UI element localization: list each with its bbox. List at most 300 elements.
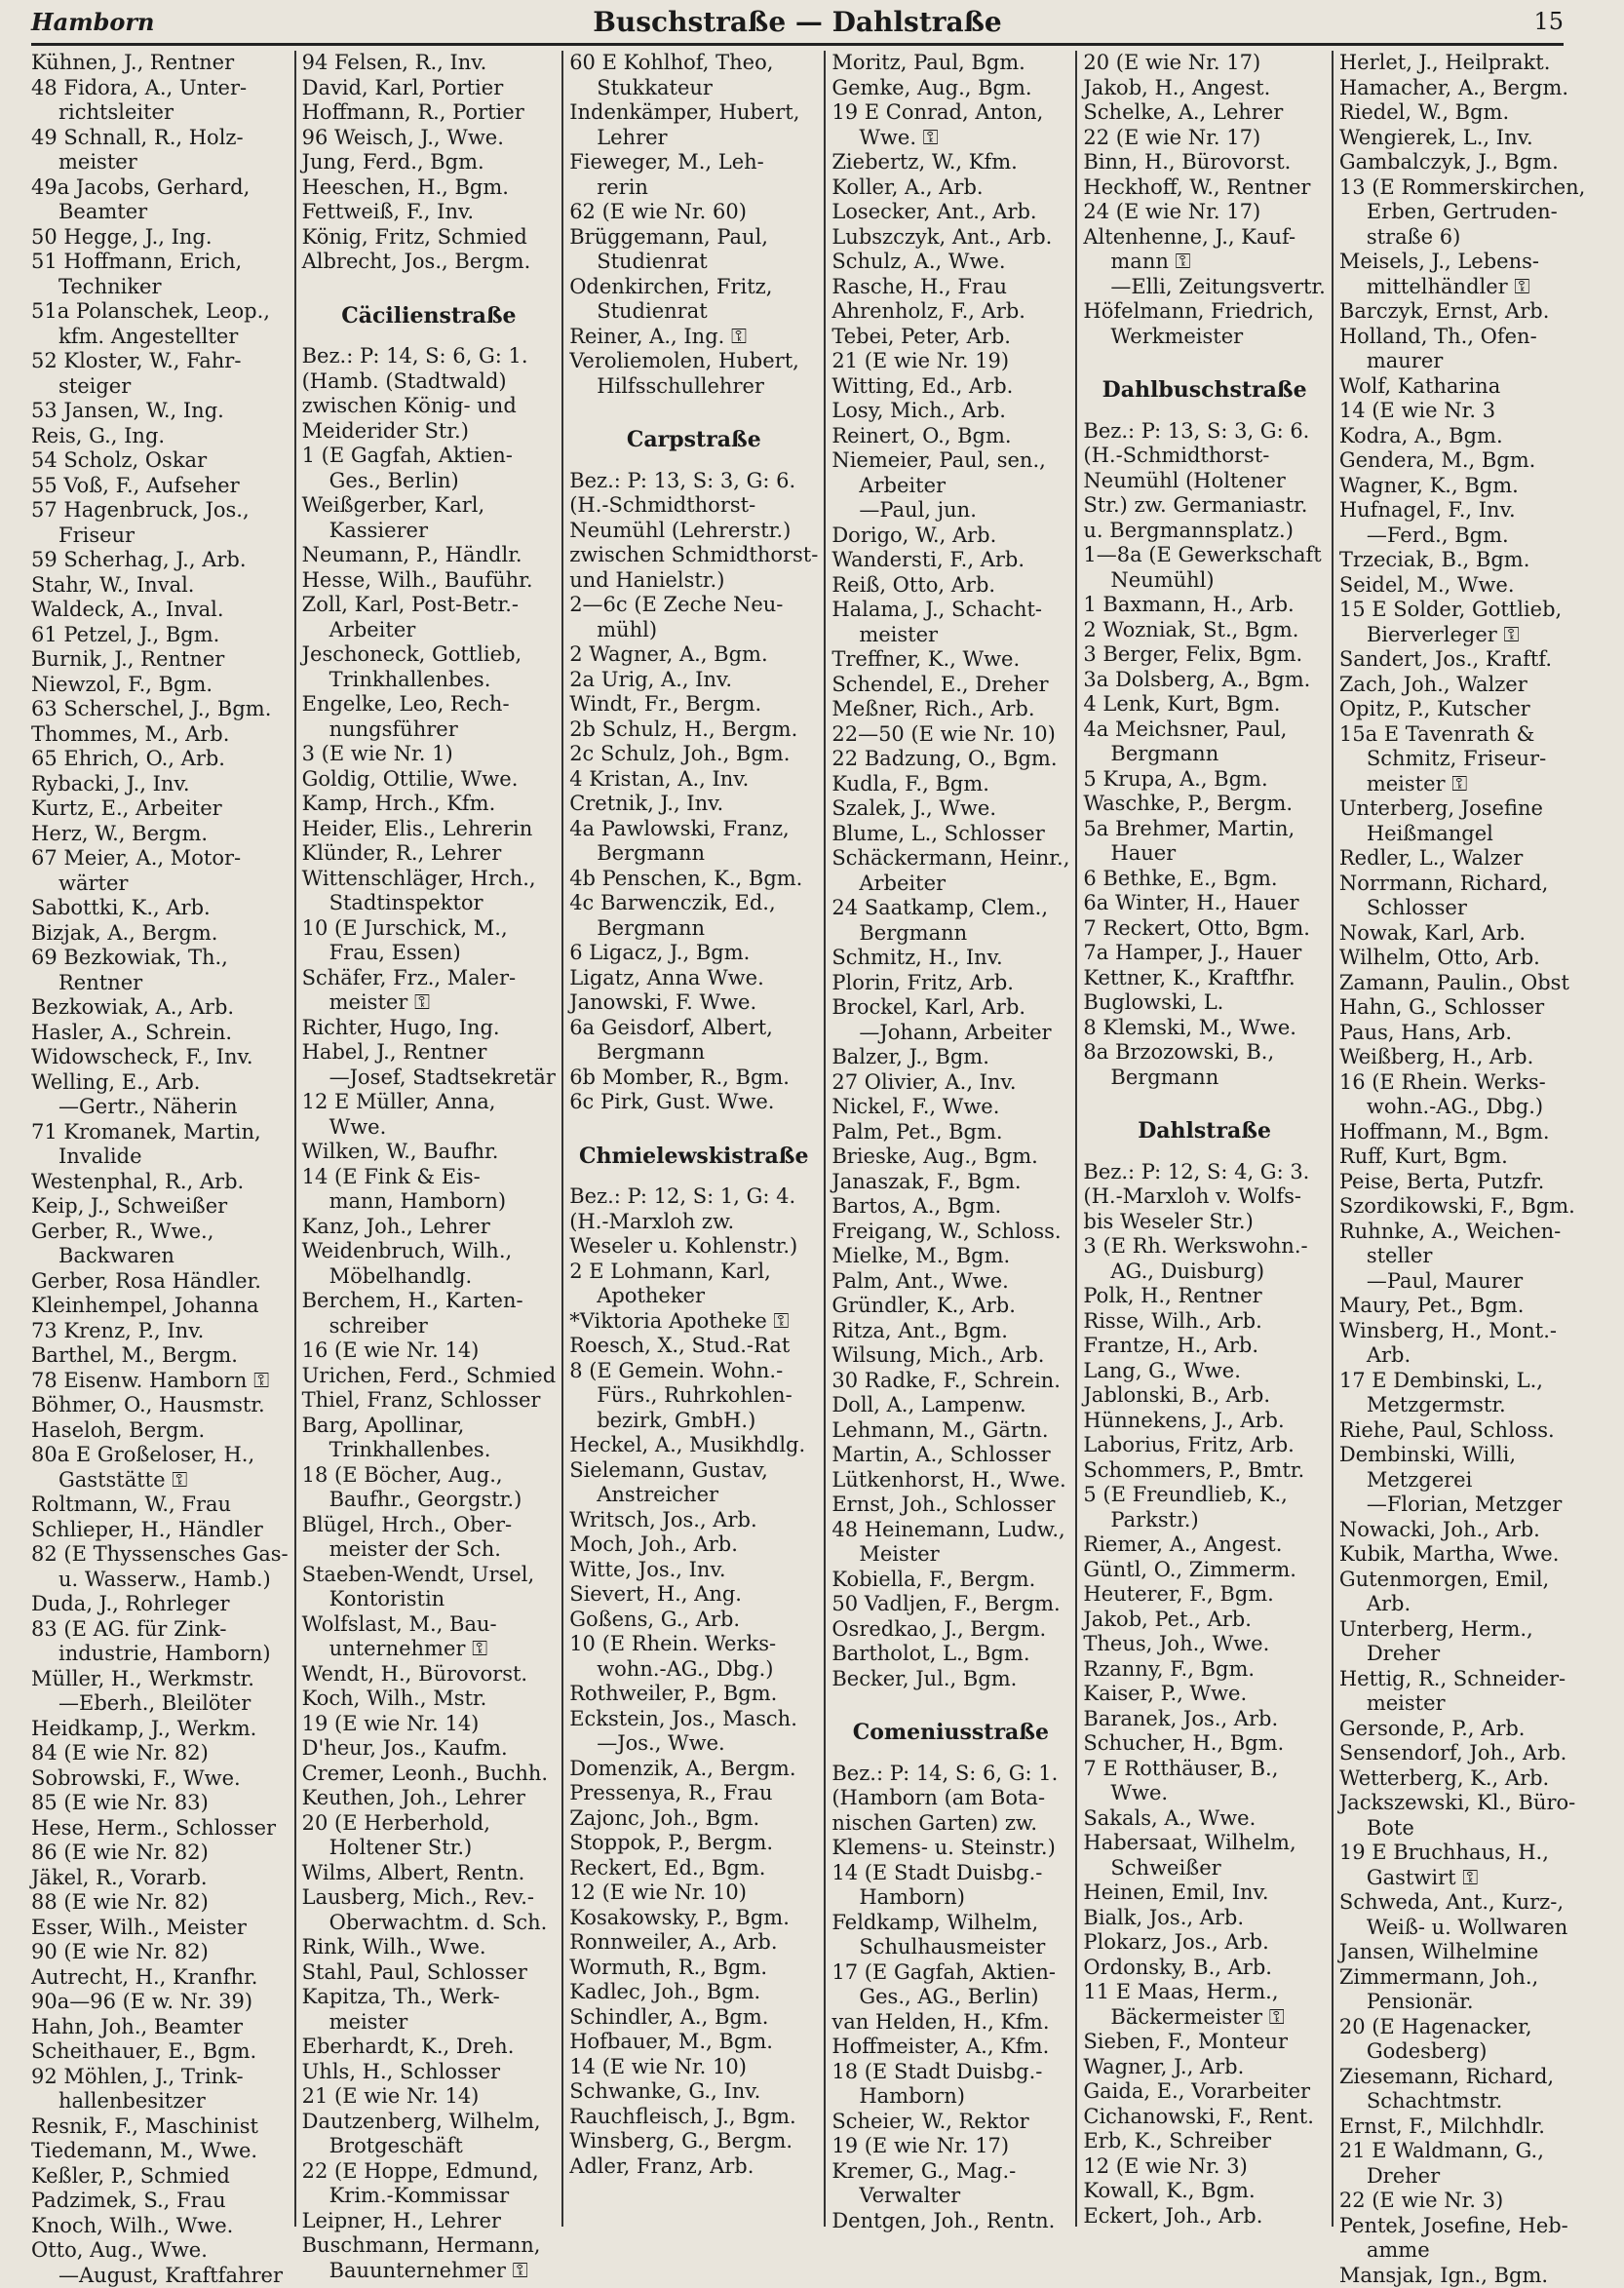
directory-entry: Altenhenne, J., Kauf- xyxy=(1083,225,1325,251)
directory-entry: Schachtmstr. xyxy=(1339,2089,1586,2114)
directory-entry: Sievert, H., Ang. xyxy=(569,1582,818,1608)
directory-entry: Tebei, Peter, Arb. xyxy=(831,325,1069,350)
directory-entry: Hilfsschullehrer xyxy=(569,374,818,400)
directory-entry: Heidkamp, J., Werkm. xyxy=(31,1717,289,1742)
directory-entry: Bez.: P: 14, S: 6, G: 1. xyxy=(302,344,557,369)
directory-entry: Cremer, Leonh., Buchh. xyxy=(302,1762,557,1787)
directory-entry: 14 (E Fink & Eis- xyxy=(302,1165,557,1190)
directory-entry: 52 Kloster, W., Fahr- xyxy=(31,349,289,374)
directory-entry: 4a Pawlowski, Franz, xyxy=(569,817,818,842)
directory-entry: 10 (E Rhein. Werks- xyxy=(569,1632,818,1657)
directory-entry: Heißmangel xyxy=(1339,822,1586,847)
directory-entry: 3 Berger, Felix, Bgm. xyxy=(1083,642,1325,668)
directory-entry: Goßens, G., Arb. xyxy=(569,1608,818,1633)
directory-entry: Eberhardt, K., Dreh. xyxy=(302,2035,557,2060)
directory-entry: u. Bergmannsplatz.) xyxy=(1083,519,1325,544)
directory-entry: 6 Ligacz, J., Bgm. xyxy=(569,941,818,966)
directory-entry: Jablonski, B., Arb. xyxy=(1083,1383,1325,1409)
directory-entry: 54 Scholz, Oskar xyxy=(31,448,289,474)
directory-entry: Neumann, P., Händlr. xyxy=(302,543,557,568)
directory-entry: Paus, Hans, Arb. xyxy=(1339,1021,1586,1046)
directory-entry: Wendt, H., Bürovorst. xyxy=(302,1662,557,1687)
directory-entry: Lausberg, Mich., Rev.- xyxy=(302,1885,557,1911)
directory-entry: Padzimek, S., Frau xyxy=(31,2189,289,2214)
directory-entry: Kontoristin xyxy=(302,1587,557,1612)
directory-entry: 53 Jansen, W., Ing. xyxy=(31,399,289,424)
directory-entry: Rauchfleisch, J., Bgm. xyxy=(569,2105,818,2130)
directory-entry: Trinkhallenbes. xyxy=(302,668,557,693)
directory-entry: Indenkämper, Hubert, xyxy=(569,100,818,126)
directory-entry: Domenzik, A., Bergm. xyxy=(569,1757,818,1782)
directory-entry: Heeschen, H., Bgm. xyxy=(302,175,557,201)
directory-entry: Esser, Wilh., Meister xyxy=(31,1916,289,1941)
directory-entry: Riehe, Paul, Schloss. xyxy=(1339,1418,1586,1444)
directory-entry: Barczyk, Ernst, Arb. xyxy=(1339,299,1586,325)
directory-entry: Polk, H., Rentner xyxy=(1083,1284,1325,1309)
directory-entry: Holland, Th., Ofen- xyxy=(1339,325,1586,350)
directory-entry: (H.-Marxloh v. Wolfs- xyxy=(1083,1184,1325,1210)
directory-entry: 19 E Conrad, Anton, xyxy=(831,100,1069,126)
directory-entry: 82 (E Thyssensches Gas- xyxy=(31,1542,289,1568)
directory-entry: Maury, Pet., Bgm. xyxy=(1339,1294,1586,1319)
directory-entry: und Hanielstr.) xyxy=(569,568,818,594)
directory-entry: Sandert, Jos., Kraftf. xyxy=(1339,647,1586,673)
directory-entry: —Florian, Metzger xyxy=(1339,1493,1586,1518)
directory-entry: Heuterer, F., Bgm. xyxy=(1083,1582,1325,1608)
directory-entry: 8a Brzozowski, B., xyxy=(1083,1040,1325,1066)
directory-entry: unternehmer ⚿ xyxy=(302,1637,557,1662)
page-header xyxy=(31,4,1564,46)
directory-entry: Kleinhempel, Johanna xyxy=(31,1294,289,1319)
directory-entry: Haseloh, Bergm. xyxy=(31,1418,289,1444)
directory-entry: 90a—96 (E w. Nr. 39) xyxy=(31,1990,289,2015)
directory-entry: Sakals, A., Wwe. xyxy=(1083,1806,1325,1832)
directory-entry: Pentek, Josefine, Heb- xyxy=(1339,2214,1586,2239)
directory-entry: Hamborn) xyxy=(831,2084,1069,2110)
directory-entry: Resnik, F., Maschinist xyxy=(31,2114,289,2140)
directory-entry: richtsleiter xyxy=(31,100,289,126)
directory-entry: Rentner xyxy=(31,971,289,996)
directory-entry: Schwanke, G., Inv. xyxy=(569,2079,818,2105)
directory-entry: meister ⚿ xyxy=(1339,772,1586,797)
directory-entry: Reiß, Otto, Arb. xyxy=(831,573,1069,599)
directory-columns xyxy=(31,51,1564,2227)
directory-entry: Zach, Joh., Walzer xyxy=(1339,673,1586,698)
directory-entry: Oberwachtm. d. Sch. xyxy=(302,1911,557,1936)
directory-entry: u. Wasserw., Hamb.) xyxy=(31,1568,289,1593)
directory-entry: Dorigo, W., Arb. xyxy=(831,524,1069,549)
directory-entry: 20 (E Hagenacker, xyxy=(1339,2015,1586,2040)
directory-entry: 19 E Bruchhaus, H., xyxy=(1339,1841,1586,1866)
directory-entry: Berchem, H., Karten- xyxy=(302,1289,557,1314)
directory-entry: Brieske, Aug., Bgm. xyxy=(831,1144,1069,1170)
directory-entry: 12 E Müller, Anna, xyxy=(302,1090,557,1115)
directory-entry: kfm. Angestellter xyxy=(31,325,289,350)
directory-entry: 20 (E Herberhold, xyxy=(302,1811,557,1837)
page-number: 15 xyxy=(1533,8,1564,35)
directory-entry: 13 (E Rommerskirchen, xyxy=(1339,175,1586,201)
directory-entry: Freigang, W., Schloss. xyxy=(831,1220,1069,1245)
directory-entry: Eckert, Joh., Arb. xyxy=(1083,2204,1325,2230)
directory-entry: Nickel, F., Wwe. xyxy=(831,1095,1069,1120)
directory-entry: D'heur, Jos., Kaufm. xyxy=(302,1736,557,1762)
directory-entry: Wagner, K., Bgm. xyxy=(1339,474,1586,499)
directory-entry: Buglowski, L. xyxy=(1083,990,1325,1016)
directory-entry: Widowscheck, F., Inv. xyxy=(31,1045,289,1070)
directory-entry: Witte, Jos., Inv. xyxy=(569,1558,818,1583)
directory-entry: 61 Petzel, J., Bgm. xyxy=(31,623,289,648)
directory-entry: Rzanny, F., Bgm. xyxy=(1083,1657,1325,1683)
directory-entry: Roesch, X., Stud.-Rat xyxy=(569,1334,818,1359)
directory-entry: Niemeier, Paul, sen., xyxy=(831,448,1069,474)
directory-entry: schreiber xyxy=(302,1314,557,1339)
directory-entry: 16 (E wie Nr. 14) xyxy=(302,1338,557,1364)
directory-entry: Schindler, A., Bgm. xyxy=(569,2005,818,2031)
directory-entry: 22 (E wie Nr. 3) xyxy=(1339,2189,1586,2214)
directory-entry: 7 Reckert, Otto, Bgm. xyxy=(1083,916,1325,942)
directory-entry: meister xyxy=(302,2010,557,2036)
directory-entry: Losy, Mich., Arb. xyxy=(831,399,1069,424)
directory-entry: Lütkenhorst, H., Wwe. xyxy=(831,1468,1069,1493)
directory-entry: Bez.: P: 12, S: 4, G: 3. xyxy=(1083,1160,1325,1185)
directory-entry: Hamacher, A., Bergm. xyxy=(1339,76,1586,101)
directory-entry: Gersonde, P., Arb. xyxy=(1339,1717,1586,1742)
directory-entry: Blügel, Hrch., Ober- xyxy=(302,1513,557,1538)
directory-entry: 19 (E wie Nr. 14) xyxy=(302,1712,557,1737)
directory-entry: (H.-Schmidthorst- xyxy=(1083,444,1325,469)
directory-entry: 15a E Tavenrath & xyxy=(1339,722,1586,748)
directory-entry: mittelhändler ⚿ xyxy=(1339,275,1586,300)
directory-entry: Feldkamp, Wilhelm, xyxy=(831,1911,1069,1936)
directory-entry: —Josef, Stadtsekretär xyxy=(302,1066,557,1091)
directory-entry: Ronnweiler, A., Arb. xyxy=(569,1930,818,1956)
directory-entry: 8 Klemski, M., Wwe. xyxy=(1083,1016,1325,1041)
directory-entry: Fettweiß, F., Inv. xyxy=(302,200,557,225)
directory-entry: Theus, Joh., Wwe. xyxy=(1083,1632,1325,1657)
directory-entry: Gerber, Rosa Händler. xyxy=(31,1269,289,1295)
directory-entry: Beamter xyxy=(31,200,289,225)
directory-entry: Trzeciak, B., Bgm. xyxy=(1339,548,1586,573)
directory-entry: mühl) xyxy=(569,618,818,643)
directory-entry: Kamp, Hrch., Kfm. xyxy=(302,792,557,817)
directory-entry: 86 (E wie Nr. 82) xyxy=(31,1841,289,1866)
directory-entry: Dreher xyxy=(1339,2164,1586,2190)
directory-entry: mann ⚿ xyxy=(1083,250,1325,275)
directory-entry: Bialk, Jos., Arb. xyxy=(1083,1906,1325,1931)
directory-entry: Brotgeschäft xyxy=(302,2134,557,2159)
directory-entry: Sielemann, Gustav, xyxy=(569,1458,818,1484)
directory-entry: 22—50 (E wie Nr. 10) xyxy=(831,722,1069,748)
directory-entry: Zamann, Paulin., Obst xyxy=(1339,971,1586,996)
directory-entry: Hamborn) xyxy=(831,1885,1069,1911)
directory-entry: 22 (E Hoppe, Edmund, xyxy=(302,2159,557,2185)
directory-entry: 71 Kromanek, Martin, xyxy=(31,1120,289,1145)
directory-entry: Schelke, A., Lehrer xyxy=(1083,100,1325,126)
directory-entry: 4 Kristan, A., Inv. xyxy=(569,767,818,793)
directory-entry: Bergmann xyxy=(831,921,1069,947)
directory-entry: Norrmann, Richard, xyxy=(1339,872,1586,897)
directory-entry: 2b Schulz, H., Bergm. xyxy=(569,717,818,743)
directory-entry: Dautzenberg, Wilhelm, xyxy=(302,2110,557,2135)
directory-entry: Herlet, J., Heilprakt. xyxy=(1339,51,1586,76)
directory-entry: Doll, A., Lampenw. xyxy=(831,1393,1069,1418)
directory-entry: Jeschoneck, Gottlieb, xyxy=(302,642,557,668)
directory-entry: Eckstein, Jos., Masch. xyxy=(569,1707,818,1732)
directory-entry: Wandersti, F., Arb. xyxy=(831,548,1069,573)
directory-entry: Bez.: P: 13, S: 3, G: 6. xyxy=(569,469,818,494)
directory-entry: wohn.-AG., Dbg.) xyxy=(1339,1095,1586,1120)
directory-entry: 22 Badzung, O., Bgm. xyxy=(831,747,1069,772)
directory-entry: Ges., AG., Berlin) xyxy=(831,1985,1069,2010)
directory-entry: Opitz, P., Kutscher xyxy=(1339,697,1586,722)
directory-entry: steiger xyxy=(31,374,289,400)
directory-entry: —Paul, Maurer xyxy=(1339,1269,1586,1295)
directory-entry: Güntl, O., Zimmerm. xyxy=(1083,1558,1325,1583)
directory-entry: Richter, Hugo, Ing. xyxy=(302,1016,557,1041)
directory-entry: 4a Meichsner, Paul, xyxy=(1083,717,1325,743)
directory-entry: Buschmann, Hermann, xyxy=(302,2233,557,2259)
directory-entry: —August, Kraftfahrer xyxy=(31,2264,289,2288)
directory-entry: 7 E Rotthäuser, B., xyxy=(1083,1757,1325,1782)
directory-entry: Böhmer, O., Hausmstr. xyxy=(31,1393,289,1418)
directory-entry: Schlieper, H., Händler xyxy=(31,1518,289,1543)
column-1 xyxy=(31,51,294,2227)
directory-entry: Thommes, M., Arb. xyxy=(31,722,289,748)
directory-entry: 88 (E wie Nr. 82) xyxy=(31,1890,289,1916)
directory-entry: Schweißer xyxy=(1083,1856,1325,1881)
directory-entry: Dentgen, Joh., Rentn. xyxy=(831,2209,1069,2234)
directory-entry: Arbeiter xyxy=(831,474,1069,499)
directory-entry: wohn.-AG., Dbg.) xyxy=(569,1657,818,1683)
directory-entry: Windt, Fr., Bergm. xyxy=(569,692,818,717)
directory-entry: Verwalter xyxy=(831,2184,1069,2209)
directory-entry: Heider, Elis., Lehrerin xyxy=(302,817,557,842)
directory-entry: Keip, J., Schweißer xyxy=(31,1194,289,1220)
directory-entry: nungsführer xyxy=(302,717,557,743)
directory-entry: Palm, Ant., Wwe. xyxy=(831,1269,1069,1295)
directory-entry: Ligatz, Anna Wwe. xyxy=(569,966,818,991)
directory-entry: Nowak, Karl, Arb. xyxy=(1339,921,1586,947)
directory-entry: Bierverleger ⚿ xyxy=(1339,623,1586,648)
directory-entry: Brockel, Karl, Arb. xyxy=(831,995,1069,1021)
directory-entry: Leipner, H., Lehrer xyxy=(302,2209,557,2234)
directory-entry: Ahrenholz, F., Arb. xyxy=(831,299,1069,325)
directory-entry: meister xyxy=(31,150,289,175)
directory-entry: Arb. xyxy=(1339,1343,1586,1369)
directory-entry: Zoll, Karl, Post-Betr.- xyxy=(302,593,557,618)
directory-entry: 1 (E Gagfah, Aktien- xyxy=(302,444,557,469)
directory-entry: Bez.: P: 12, S: 1, G: 4. xyxy=(569,1184,818,1210)
directory-entry: 3a Dolsberg, A., Bgm. xyxy=(1083,668,1325,693)
directory-entry: Hoffmeister, A., Kfm. xyxy=(831,2035,1069,2060)
directory-entry: Losecker, Ant., Arb. xyxy=(831,200,1069,225)
directory-entry: Schulhausmeister xyxy=(831,1935,1069,1960)
directory-entry: industrie, Hamborn) xyxy=(31,1642,289,1667)
directory-entry: —Gertr., Näherin xyxy=(31,1095,289,1120)
directory-entry: Baufhr., Georgstr.) xyxy=(302,1488,557,1513)
directory-entry: (H.-Marxloh zw. xyxy=(569,1210,818,1235)
directory-entry: Kremer, G., Mag.- xyxy=(831,2159,1069,2185)
directory-entry: 20 (E wie Nr. 17) xyxy=(1083,51,1325,76)
directory-entry: Jung, Ferd., Bgm. xyxy=(302,150,557,175)
directory-entry: Arb. xyxy=(1339,1592,1586,1617)
directory-entry: Techniker xyxy=(31,275,289,300)
directory-entry: Lang, G., Wwe. xyxy=(1083,1359,1325,1384)
directory-entry: Kowall, K., Bgm. xyxy=(1083,2179,1325,2204)
directory-entry: Knoch, Wilh., Wwe. xyxy=(31,2214,289,2239)
directory-entry: —Eberh., Bleilöter xyxy=(31,1691,289,1717)
directory-entry: 6a Winter, H., Hauer xyxy=(1083,891,1325,916)
directory-entry: Rothweiler, P., Bgm. xyxy=(569,1682,818,1707)
directory-entry: 96 Weisch, J., Wwe. xyxy=(302,126,557,151)
directory-entry: 5 (E Freundlieb, K., xyxy=(1083,1483,1325,1508)
directory-entry: Wittenschläger, Hrch., xyxy=(302,867,557,892)
directory-entry: 17 (E Gagfah, Aktien- xyxy=(831,1960,1069,1986)
directory-entry: Apotheker xyxy=(569,1284,818,1309)
directory-entry: Jakob, H., Angest. xyxy=(1083,76,1325,101)
directory-entry: Wengierek, L., Inv. xyxy=(1339,126,1586,151)
directory-entry: Hufnagel, F., Inv. xyxy=(1339,498,1586,524)
directory-entry: Zimmermann, Joh., xyxy=(1339,1965,1586,1991)
directory-entry: 21 (E wie Nr. 19) xyxy=(831,349,1069,374)
directory-entry: amme xyxy=(1339,2238,1586,2264)
directory-entry: Thiel, Franz, Schlosser xyxy=(302,1388,557,1414)
directory-entry: Bezkowiak, A., Arb. xyxy=(31,995,289,1021)
directory-entry: Ernst, Joh., Schlosser xyxy=(831,1493,1069,1518)
directory-entry: Odenkirchen, Fritz, xyxy=(569,275,818,300)
directory-entry: meister der Sch. xyxy=(302,1537,557,1563)
directory-entry: Urichen, Ferd., Schmied xyxy=(302,1364,557,1389)
directory-entry: hallenbesitzer xyxy=(31,2089,289,2114)
directory-entry: Weißberg, H., Arb. xyxy=(1339,1045,1586,1070)
directory-entry: Goldig, Ottilie, Wwe. xyxy=(302,767,557,793)
directory-entry: Engelke, Leo, Rech- xyxy=(302,692,557,717)
directory-entry: Reckert, Ed., Bgm. xyxy=(569,1856,818,1881)
directory-entry: Hünnekens, J., Arb. xyxy=(1083,1409,1325,1434)
directory-entry: Wolf, Katharina xyxy=(1339,374,1586,400)
directory-entry: Jansen, Wilhelmine xyxy=(1339,1940,1586,1965)
directory-entry: Schäckermann, Heinr., xyxy=(831,846,1069,872)
directory-entry: Lehmann, M., Gärtn. xyxy=(831,1418,1069,1444)
directory-entry: 24 Saatkamp, Clem., xyxy=(831,896,1069,921)
directory-entry: Nowacki, Joh., Arb. xyxy=(1339,1518,1586,1543)
directory-entry: Osredkao, J., Bergm. xyxy=(831,1617,1069,1643)
directory-entry: Wilms, Albert, Rentn. xyxy=(302,1861,557,1886)
directory-entry: Hahn, G., Schlosser xyxy=(1339,995,1586,1021)
directory-entry: Baranek, Jos., Arb. xyxy=(1083,1707,1325,1732)
directory-entry: Metzgermstr. xyxy=(1339,1393,1586,1418)
directory-entry: Metzgerei xyxy=(1339,1468,1586,1493)
directory-entry: Scheier, W., Rektor xyxy=(831,2110,1069,2135)
directory-entry: Riemer, A., Angest. xyxy=(1083,1532,1325,1558)
directory-entry: wärter xyxy=(31,872,289,897)
directory-entry: Ruhnke, A., Weichen- xyxy=(1339,1220,1586,1245)
directory-entry: 1—8a (E Gewerkschaft xyxy=(1083,543,1325,568)
directory-entry: Frantze, H., Arb. xyxy=(1083,1334,1325,1359)
directory-entry: 6a Geisdorf, Albert, xyxy=(569,1016,818,1041)
directory-entry: Weidenbruch, Wilh., xyxy=(302,1239,557,1264)
directory-entry: Reis, G., Ing. xyxy=(31,424,289,449)
directory-entry: Barg, Apollinar, xyxy=(302,1414,557,1439)
directory-entry: Laborius, Fritz, Arb. xyxy=(1083,1433,1325,1458)
directory-entry: Schulz, A., Wwe. xyxy=(831,250,1069,275)
directory-entry: Schendel, E., Dreher xyxy=(831,673,1069,698)
directory-entry: Mielke, M., Bgm. xyxy=(831,1244,1069,1269)
directory-entry: Koller, A., Arb. xyxy=(831,175,1069,201)
directory-entry: Kobiella, F., Bergm. xyxy=(831,1568,1069,1593)
directory-entry: 59 Scherhag, J., Arb. xyxy=(31,548,289,573)
directory-entry: 84 (E wie Nr. 82) xyxy=(31,1741,289,1766)
street-heading: Comeniusstraße xyxy=(831,1721,1069,1746)
directory-entry: Hoffmann, R., Portier xyxy=(302,100,557,126)
directory-entry: Bergmann xyxy=(1083,742,1325,767)
directory-entry: 3 (E wie Nr. 1) xyxy=(302,742,557,767)
directory-entry: Schweda, Ant., Kurz-, xyxy=(1339,1890,1586,1916)
street-heading: Dahlstraße xyxy=(1083,1119,1325,1144)
directory-entry: Gerber, R., Wwe., xyxy=(31,1220,289,1245)
directory-entry: Stahr, W., Inval. xyxy=(31,573,289,599)
directory-entry: Schmitz, Friseur- xyxy=(1339,747,1586,772)
directory-entry: Herz, W., Bergm. xyxy=(31,822,289,847)
directory-entry: Heckel, A., Musikhdlg. xyxy=(569,1433,818,1458)
directory-entry: Redler, L., Walzer xyxy=(1339,846,1586,872)
directory-entry: Bez.: P: 14, S: 6, G: 1. xyxy=(831,1762,1069,1787)
directory-entry: Tiedemann, M., Wwe. xyxy=(31,2139,289,2164)
directory-entry: Bez.: P: 13, S: 3, G: 6. xyxy=(1083,419,1325,445)
directory-entry: 6c Pirk, Gust. Wwe. xyxy=(569,1090,818,1115)
directory-entry: Scheithauer, E., Bgm. xyxy=(31,2039,289,2065)
directory-entry: 30 Radke, F., Schrein. xyxy=(831,1369,1069,1394)
directory-entry: Gaida, E., Vorarbeiter xyxy=(1083,2079,1325,2105)
directory-entry: Lubszczyk, Ant., Arb. xyxy=(831,225,1069,251)
directory-entry: Friseur xyxy=(31,524,289,549)
directory-entry: 6b Momber, R., Bgm. xyxy=(569,1066,818,1091)
directory-entry: bis Weseler Str.) xyxy=(1083,1210,1325,1235)
directory-entry: Godesberg) xyxy=(1339,2039,1586,2065)
directory-entry: Dembinski, Willi, xyxy=(1339,1443,1586,1468)
directory-entry: Invalide xyxy=(31,1144,289,1170)
directory-entry: David, Karl, Portier xyxy=(302,76,557,101)
directory-entry: König, Fritz, Schmied xyxy=(302,225,557,251)
directory-entry: Otto, Aug., Wwe. xyxy=(31,2238,289,2264)
directory-entry: Riedel, W., Bgm. xyxy=(1339,100,1586,126)
directory-entry: Pensionär. xyxy=(1339,1990,1586,2015)
directory-entry: Kodra, A., Bgm. xyxy=(1339,424,1586,449)
directory-entry: Winsberg, G., Bergm. xyxy=(569,2129,818,2154)
directory-entry: Halama, J., Schacht- xyxy=(831,598,1069,623)
directory-entry: Veroliemolen, Hubert, xyxy=(569,349,818,374)
street-heading: Carpstraße xyxy=(569,428,818,453)
directory-entry: Neumühl (Holtener xyxy=(1083,469,1325,494)
directory-entry: 65 Ehrich, O., Arb. xyxy=(31,747,289,772)
directory-entry: (H.-Schmidthorst- xyxy=(569,493,818,519)
directory-entry: Heinen, Emil, Inv. xyxy=(1083,1881,1325,1906)
directory-entry: Unterberg, Josefine xyxy=(1339,796,1586,822)
directory-entry: AG., Duisburg) xyxy=(1083,1260,1325,1285)
directory-entry: —Paul, jun. xyxy=(831,498,1069,524)
directory-entry: Treffner, K., Wwe. xyxy=(831,647,1069,673)
directory-entry: Unterberg, Herm., xyxy=(1339,1617,1586,1643)
directory-entry: Neumühl) xyxy=(1083,568,1325,594)
directory-entry: Bote xyxy=(1339,1816,1586,1842)
directory-entry: Schäfer, Frz., Maler- xyxy=(302,966,557,991)
directory-entry: 63 Scherschel, J., Bgm. xyxy=(31,697,289,722)
directory-entry: 22 (E wie Nr. 17) xyxy=(1083,126,1325,151)
directory-entry: 21 E Waldmann, G., xyxy=(1339,2139,1586,2164)
directory-entry: (Hamb. (Stadtwald) xyxy=(302,369,557,395)
directory-entry: Weiß- u. Wollwaren xyxy=(1339,1916,1586,1941)
directory-entry: Keßler, P., Schmied xyxy=(31,2164,289,2190)
